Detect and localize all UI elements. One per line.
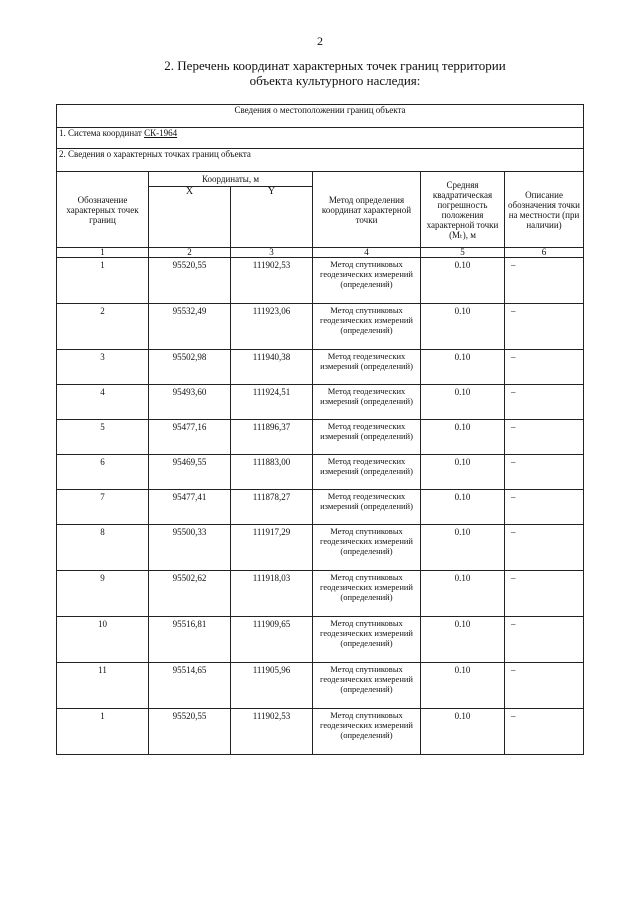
description-cell: – [505,490,584,525]
method-cell: Метод спутниковых геодезических измерений (определений) [313,617,421,663]
points-heading-row [57,149,584,172]
point-number-cell: 3 [57,350,149,385]
table-banner: Сведения о местоположении границ объекта [57,105,584,128]
y-coordinate-cell: 111923,06 [231,304,313,350]
description-cell: – [505,304,584,350]
point-number-cell: 1 [57,709,149,755]
x-coordinate-cell: 95493,60 [149,385,231,420]
coordinate-system-name: СК-1964 [144,128,178,138]
table-banner-row [57,105,584,128]
document-title-line-1: 2. Перечень координат характерных точек границ территории [164,58,506,73]
y-coordinate-cell: 111902,53 [231,258,313,304]
description-cell: – [505,525,584,571]
description-cell: – [505,709,584,755]
method-cell: Метод спутниковых геодезических измерений (определений) [313,571,421,617]
error-cell: 0.10 [421,525,505,571]
point-number-cell: 4 [57,385,149,420]
error-cell: 0.10 [421,490,505,525]
y-coordinate-cell: 111896,37 [231,420,313,455]
table-row [57,663,584,709]
column-number: 5 [421,248,505,258]
y-coordinate-cell: 111878,27 [231,490,313,525]
header-method: Метод определения координат характерной точки [313,172,421,248]
description-cell: – [505,385,584,420]
description-cell: – [505,420,584,455]
point-number-cell: 2 [57,304,149,350]
error-cell: 0.10 [421,455,505,490]
description-cell: – [505,350,584,385]
y-coordinate-cell: 111909,65 [231,617,313,663]
error-cell: 0.10 [421,571,505,617]
error-cell: 0.10 [421,420,505,455]
error-cell: 0.10 [421,304,505,350]
error-cell: 0.10 [421,709,505,755]
method-cell: Метод спутниковых геодезических измерений (определений) [313,709,421,755]
column-number: 2 [149,248,231,258]
boundary-points-sheet [56,104,583,755]
y-coordinate-cell: 111883,00 [231,455,313,490]
y-coordinate-cell: 111940,38 [231,350,313,385]
coordinate-system-cell [57,128,584,149]
method-cell: Метод спутниковых геодезических измерений (определений) [313,304,421,350]
point-number-cell: 6 [57,455,149,490]
x-coordinate-cell: 95469,55 [149,455,231,490]
x-coordinate-cell: 95516,81 [149,617,231,663]
header-y: Y [231,187,313,248]
x-coordinate-cell: 95520,55 [149,709,231,755]
y-coordinate-cell: 111918,03 [231,571,313,617]
x-coordinate-cell: 95502,62 [149,571,231,617]
table-row [57,350,584,385]
table-row [57,455,584,490]
description-cell: – [505,571,584,617]
points-heading: 2. Сведения о характерных точках границ объекта [57,149,584,172]
error-cell: 0.10 [421,385,505,420]
description-cell: – [505,663,584,709]
y-coordinate-cell: 111905,96 [231,663,313,709]
point-number-cell: 10 [57,617,149,663]
error-cell: 0.10 [421,617,505,663]
method-cell: Метод спутниковых геодезических измерений (определений) [313,525,421,571]
method-cell: Метод геодезических измерений (определений) [313,420,421,455]
description-cell: – [505,617,584,663]
point-number-cell: 9 [57,571,149,617]
method-cell: Метод спутниковых геодезических измерений (определений) [313,258,421,304]
x-coordinate-cell: 95477,16 [149,420,231,455]
point-number-cell: 1 [57,258,149,304]
table-row [57,304,584,350]
coordinate-system-prefix: 1. Система координат [59,128,145,138]
x-coordinate-cell: 95532,49 [149,304,231,350]
coordinate-system-row [57,128,584,149]
table-row [57,385,584,420]
header-coordinates: Координаты, м [149,172,313,187]
header-designation: Обозначение характерных точек границ [57,172,149,248]
document-title [110,58,560,88]
column-number-row [57,248,584,258]
document-title-line-2: объекта культурного наследия: [249,73,421,88]
description-cell: – [505,455,584,490]
x-coordinate-cell: 95520,55 [149,258,231,304]
method-cell: Метод спутниковых геодезических измерений (определений) [313,663,421,709]
boundary-points-table [56,104,584,755]
method-cell: Метод геодезических измерений (определений) [313,490,421,525]
y-coordinate-cell: 111917,29 [231,525,313,571]
table-row [57,617,584,663]
header-row-top [57,172,584,187]
column-number: 6 [505,248,584,258]
page-number: 2 [317,34,323,48]
column-number: 4 [313,248,421,258]
point-number-cell: 8 [57,525,149,571]
header-description: Описание обозначения точки на местности (при наличии) [505,172,584,248]
header-x: X [149,187,231,248]
table-row [57,709,584,755]
point-number-cell: 11 [57,663,149,709]
error-cell: 0.10 [421,350,505,385]
method-cell: Метод геодезических измерений (определений) [313,350,421,385]
x-coordinate-cell: 95514,65 [149,663,231,709]
error-cell: 0.10 [421,258,505,304]
x-coordinate-cell: 95477,41 [149,490,231,525]
point-number-cell: 7 [57,490,149,525]
point-number-cell: 5 [57,420,149,455]
y-coordinate-cell: 111902,53 [231,709,313,755]
error-cell: 0.10 [421,663,505,709]
header-error: Средняя квадратическая погрешность положения характерной точки (Mₜ), м [421,172,505,248]
table-row [57,571,584,617]
table-row [57,525,584,571]
x-coordinate-cell: 95502,98 [149,350,231,385]
column-number: 1 [57,248,149,258]
method-cell: Метод геодезических измерений (определений) [313,455,421,490]
table-row [57,490,584,525]
column-number: 3 [231,248,313,258]
description-cell: – [505,258,584,304]
y-coordinate-cell: 111924,51 [231,385,313,420]
table-row [57,420,584,455]
table-row [57,258,584,304]
method-cell: Метод геодезических измерений (определений) [313,385,421,420]
x-coordinate-cell: 95500,33 [149,525,231,571]
